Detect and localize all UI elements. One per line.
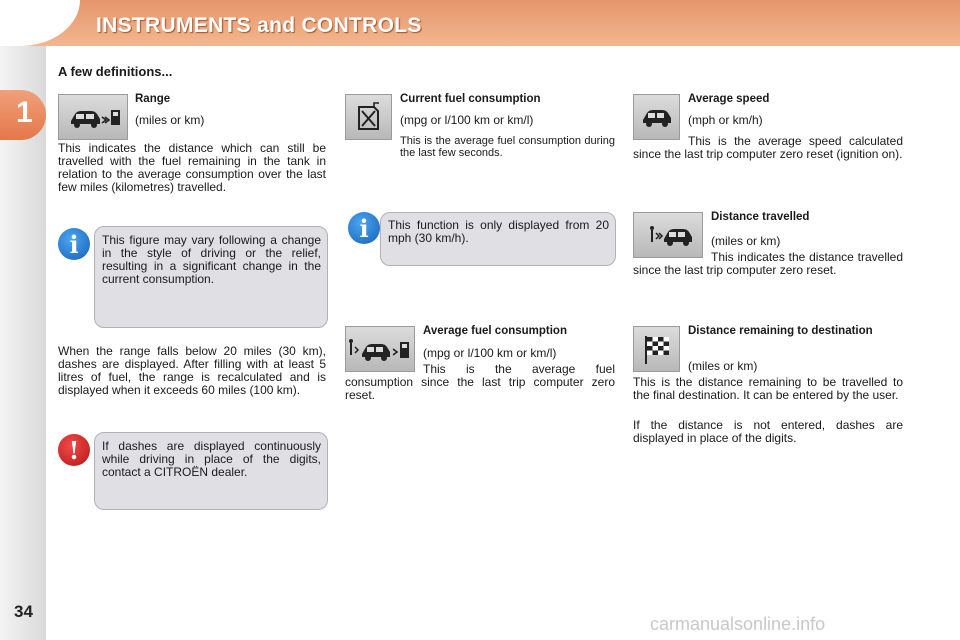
- car-speed-icon: [633, 94, 680, 140]
- checkered-flag-icon: [633, 326, 680, 372]
- car-fuel-range-icon: [58, 94, 128, 140]
- fuel-pump-icon: [345, 94, 392, 140]
- distance-remaining-unit: (miles or km): [688, 359, 758, 373]
- chapter-number: 1: [16, 96, 33, 129]
- info-icon: i: [58, 228, 90, 260]
- warning-icon: !: [58, 434, 90, 466]
- distance-remaining-heading: Distance remaining to destination: [688, 325, 873, 337]
- warning-text: If dashes are displayed continuously while driving in place of the digits, contact a CITROËN dealer.: [102, 439, 321, 479]
- range-dashes-text: When the range falls below 20 miles (30 km), dashes are displayed. After filling with at least 5 litres of fuel, the range is recalculated and is displayed when it exceeds 60 miles (100 km).: [58, 344, 326, 397]
- section-title: A few definitions...: [58, 64, 173, 79]
- page-header-title: INSTRUMENTS and CONTROLS: [96, 14, 422, 37]
- average-fuel-unit: (mpg or l/100 km or km/l): [423, 346, 557, 360]
- distance-travelled-unit: (miles or km): [711, 234, 781, 248]
- page-number: 34: [14, 602, 33, 621]
- average-speed-heading: Average speed: [688, 93, 770, 105]
- average-speed-body: This is the average speed calculated since the last trip computer zero reset (ignition on).: [633, 134, 903, 161]
- average-fuel-heading: Average fuel consumption: [423, 325, 567, 337]
- current-info-text: This function is only displayed from 20 mph (30 km/h).: [388, 218, 609, 245]
- distance-remaining-body2: If the distance is not entered, dashes are displayed in place of the digits.: [633, 418, 903, 445]
- range-body: This indicates the distance which can still be travelled with the fuel remaining in the tank in relation to the average consumption over the last few miles (kilometres) travelled.: [58, 141, 326, 194]
- distance-travelled-body: This indicates the distance travelled since the last trip computer zero reset.: [633, 250, 903, 277]
- average-speed-unit: (mph or km/h): [688, 113, 763, 127]
- current-fuel-unit: (mpg or l/100 km or km/l): [400, 113, 534, 127]
- distance-remaining-body1: This is the distance remaining to be travelled to the final destination. It can be entered by the user.: [633, 375, 903, 402]
- distance-travelled-heading: Distance travelled: [711, 211, 810, 223]
- range-info-text: This figure may vary following a change in the style of driving or the relief, resulting in a significant change in the current consumption.: [102, 233, 321, 286]
- current-fuel-body: This is the average fuel consumption during the last few seconds.: [400, 135, 615, 159]
- watermark: carmanualsonline.info: [650, 614, 826, 634]
- range-unit: (miles or km): [135, 113, 205, 127]
- info-icon: i: [348, 212, 380, 244]
- current-fuel-heading: Current fuel consumption: [400, 93, 541, 105]
- range-heading: Range: [135, 93, 171, 105]
- average-fuel-body: This is the average fuel consumption since the last trip computer zero reset.: [345, 362, 615, 402]
